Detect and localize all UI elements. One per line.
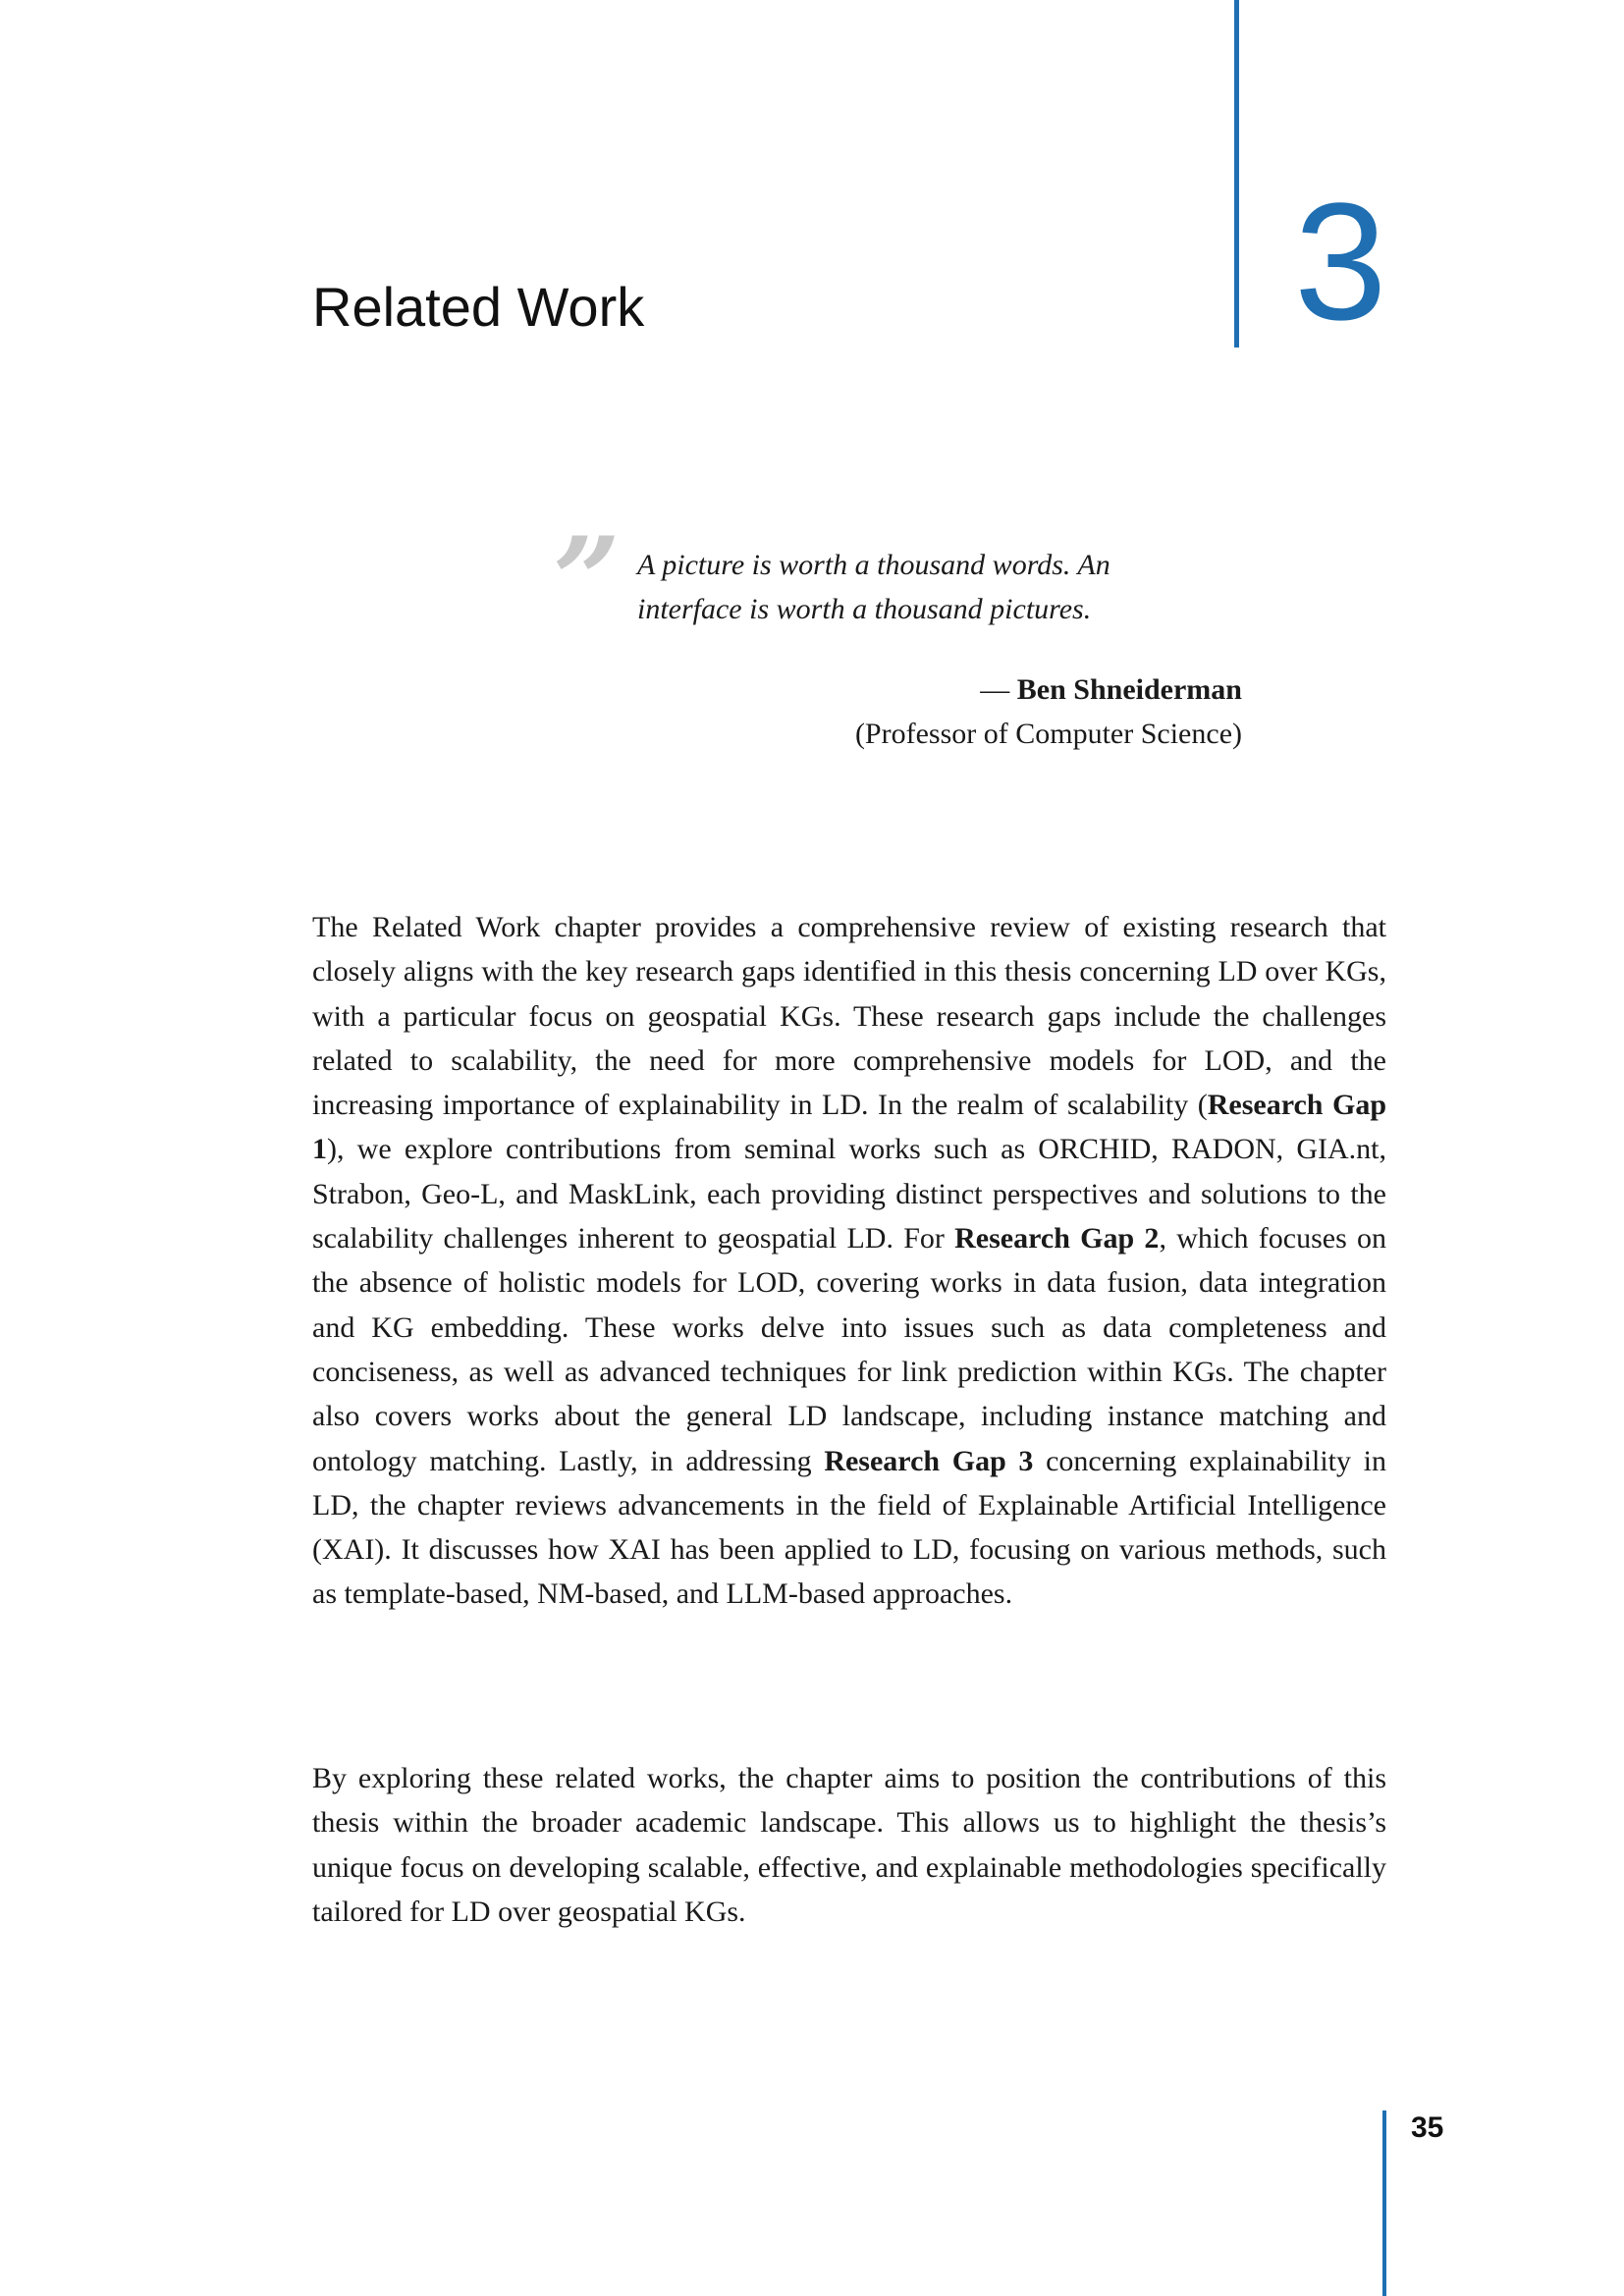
- research-gap-3: Research Gap 3: [824, 1444, 1034, 1477]
- page-number: 35: [1411, 2111, 1444, 2144]
- epigraph-dash: —: [980, 673, 1017, 706]
- epigraph-attribution: [855, 667, 1242, 756]
- epigraph-affiliation: (Professor of Computer Science): [854, 718, 1242, 750]
- para1-text-1: The Related Work chapter provides a comprehensive review of existing research that closely aligns with the key research gaps identified in this thesis concerning LD over KGs, with a particular focus on geospatial KGs. These research gaps include the challenges related to scalability, the need for more comprehensive models for LOD, and the increasing importance of explainability in LD. In the realm of scalability (: [312, 911, 1386, 1122]
- chapter-title: Related Work: [312, 276, 645, 338]
- research-gap-1: Research Gap 1: [312, 1089, 1387, 1166]
- body-paragraph-2: By exploring these related works, the chapter aims to position the contributions of this thesis within the broader academic landscape. This allows us to highlight the thesis’s unique focus on developing scalable, effective, and explainable methodologies specifically tailored for LD over geospatial KGs.: [312, 1762, 1386, 1928]
- epigraph-author: Ben Shneiderman: [1016, 673, 1242, 706]
- para1-text-2: ), we explore contributions from seminal works such as ORCHID, RADON, GIA.nt, Strabon, Geo-L, and MaskLink, each providing distinct perspectives and solutions to the scalability challenges inherent to geospatial LD. For: [312, 1133, 1386, 1255]
- research-gap-2: Research Gap 2: [954, 1222, 1160, 1255]
- para1-text-4: concerning explainability in LD, the chapter reviews advancements in the field of Explainable Artificial Intelligence (XAI). It discusses how XAI has been applied to LD, focusing on various methods, such as template-based, NM-based, and LLM-based approaches.: [312, 1444, 1387, 1611]
- epigraph-quote: A picture is worth a thousand words. An interface is worth a thousand pictures.: [637, 549, 1110, 625]
- para1-text-3: , which focuses on the absence of holistic models for LOD, covering works in data fusion, data integration and KG embedding. These works delve into issues such as data completeness and conciseness, as well as advanced techniques for link prediction within KGs. The chapter also covers works about the general LD landscape, including instance matching and ontology matching. Lastly, in addressing: [312, 1222, 1387, 1477]
- page-rule: [1382, 2110, 1386, 2296]
- quote-mark-icon: ”: [553, 511, 622, 650]
- chapter-rule: [1234, 0, 1239, 347]
- body-paragraph-1: [312, 905, 1386, 1617]
- chapter-number: 3: [1294, 169, 1387, 355]
- epigraph-author-line: [855, 667, 1242, 712]
